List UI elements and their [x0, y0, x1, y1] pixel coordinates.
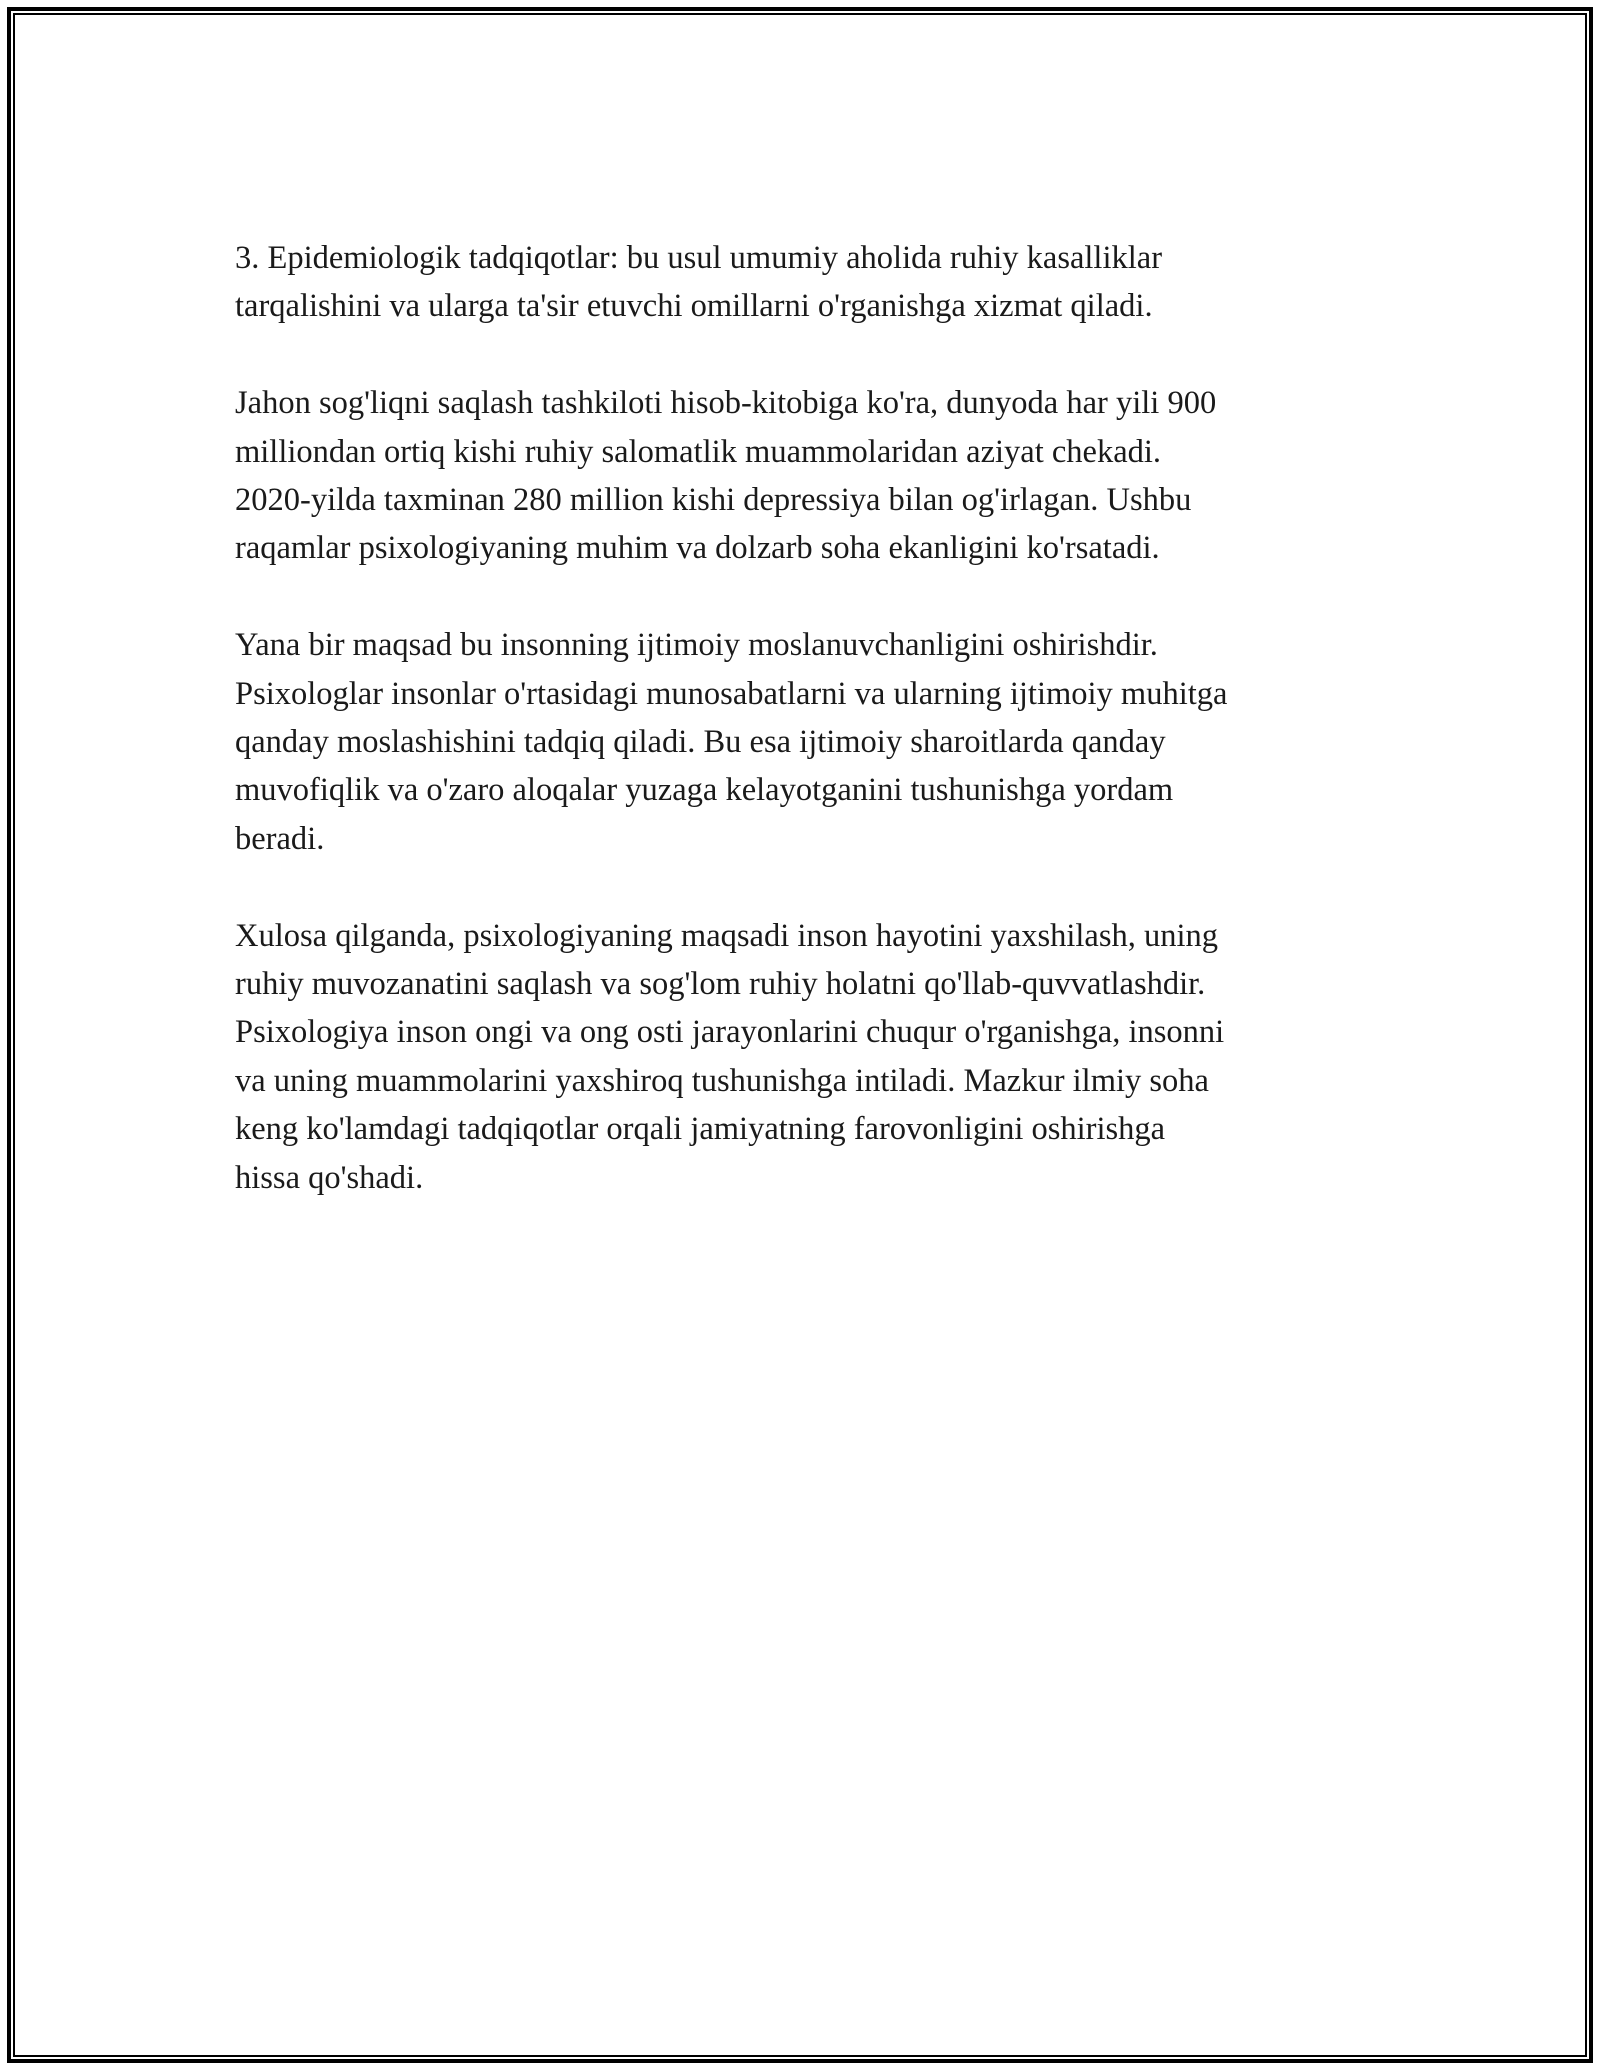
text-line: ruhiy muvozanatini saqlash va sog'lom ruhiy holatni qo'llab-quvvatlashdir. [235, 966, 1206, 1003]
paragraph-epidemiological-studies [235, 234, 1385, 331]
text-line: keng ko'lamdagi tadqiqotlar orqali jamiyatning farovonligini oshirishga [235, 1111, 1166, 1148]
text-line: 3. Epidemiologik tadqiqotlar: bu usul umumiy aholida ruhiy kasalliklar [235, 240, 1163, 276]
text-line: qanday moslashishini tadqiq qiladi. Bu esa ijtimoiy sharoitlarda qanday [235, 724, 1166, 761]
text-line: 2020-yilda taxminan 280 million kishi depressiya bilan og'irlagan. Ushbu [235, 482, 1192, 519]
paragraph-who-statistics [235, 379, 1385, 573]
text-line: Psixologiya inson ongi va ong osti jarayonlarini chuqur o'rganishga, insonni [235, 1014, 1225, 1051]
text-line: raqamlar psixologiyaning muhim va dolzarb soha ekanligini ko'rsatadi. [235, 530, 1160, 567]
text-line: muvofiqlik va o'zaro aloqalar yuzaga kelayotganini tushunishga yordam [235, 772, 1174, 809]
text-line: hissa qo'shadi. [235, 1159, 424, 1196]
text-line: Jahon sog'liqni saqlash tashkiloti hisob-kitobiga ko'ra, dunyoda har yili 900 [235, 385, 1217, 422]
paragraph-conclusion [235, 912, 1385, 1202]
text-line: Yana bir maqsad bu insonning ijtimoiy moslanuvchanligini oshirishdir. [235, 627, 1158, 664]
text-line: beradi. [235, 820, 325, 857]
document-body [235, 234, 1385, 1250]
paragraph-social-adaptation [235, 621, 1385, 863]
text-line: milliondan ortiq kishi ruhiy salomatlik muammolaridan aziyat chekadi. [235, 433, 1162, 470]
text-line: tarqalishini va ularga ta'sir etuvchi omillarni o'rganishga xizmat qiladi. [235, 288, 1153, 325]
text-line: Psixologlar insonlar o'rtasidagi munosabatlarni va ularning ijtimoiy muhitga [235, 675, 1228, 712]
text-line: va uning muammolarini yaxshiroq tushunishga intiladi. Mazkur ilmiy soha [235, 1062, 1209, 1099]
text-line: Xulosa qilganda, psixologiyaning maqsadi inson hayotini yaxshilash, uning [235, 917, 1219, 954]
